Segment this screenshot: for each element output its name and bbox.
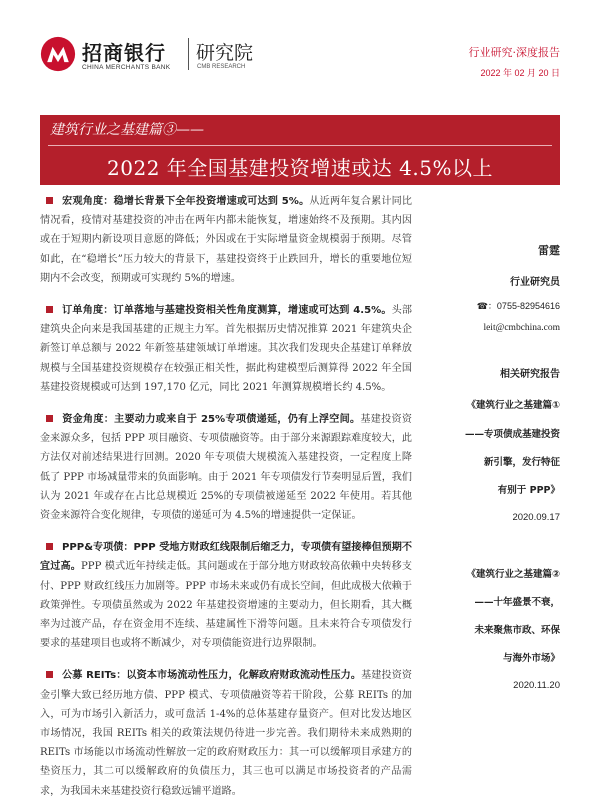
section-heading: 宏观角度：稳增长背景下全年投资增速或可达到 5%。 (62, 196, 310, 207)
bullet-icon (46, 671, 53, 678)
section-funding (40, 410, 412, 525)
report-title: 2022 年全国基建投资增速或达 4.5%以上 (107, 156, 493, 180)
section-heading: PPP&专项债：PPP 受地方财政红线限制后缩乏力，专项债有望接棒但预期不宜过高。 (40, 542, 412, 573)
related-report-line: ——十年盛景不衰， (474, 597, 560, 608)
institute-subtitle: CMB RESEARCH (197, 64, 246, 70)
related-report-line: 新引擎，发行特征 (483, 457, 560, 468)
analyst-phone: ☎：0755-82954616 (476, 301, 560, 311)
related-report-date: 2020.11.20 (513, 680, 560, 691)
section-ppp (40, 538, 412, 653)
title-banner (40, 115, 560, 185)
section-heading: 订单角度：订单落地与基建投资相关性角度测算，增速或可达到 4.5%。 (62, 305, 392, 317)
series-label: 建筑行业之基建篇③—— (50, 122, 204, 138)
section-body: PPP 模式近年持续走低。其问题或在于部分地方财政较高依赖中央转移支付、PPP 财政红线压力加剧等。PPP 市场未来或仍有成长空间，但此成极大依赖于政策弹性。专项债虽然或为 2022 年基建投资增速的主要动力，但长期看，其大概率为过渡产品，存在资金用不连续、基建属性下滑等问题。且未来符合专项债发行要求的基建项目也或将不断减少，对专项债能资进行边界限制。 (40, 561, 412, 650)
section-heading: 资金角度：主要动力或来自于 25%专项债递延，仍有上浮空间。 (62, 414, 361, 426)
report-header (0, 0, 600, 100)
section-paragraph (40, 192, 412, 288)
related-report-line: 有别于 PPP》 (497, 485, 560, 496)
section-body: 基建投资资金来源众多，包括 PPP 项目融资、专项债融资等。由于部分来源跟踪难度较大，此方法仅对前述结果进行回测。2020 年专项债大规模流入基建投资，一定程度上降低了 PPP 市场减量带来的负面影响。由于 2021 年专项债发行节奏明显后置，我们认为 2021 年或存在占比总规模近 25%的专项债被递延至 2022 年使用。若其他资金来源符合变化规律，专项债的递延可为 4.5%的增速提供一定保证。 (40, 414, 412, 522)
related-report-date: 2020.09.17 (512, 512, 560, 523)
section-heading: 公募 REITs：以资本市场流动性压力，化解政府财政流动性压力。 (62, 670, 362, 682)
logo-divider (188, 38, 189, 70)
bullet-icon (46, 197, 53, 204)
section-paragraph (40, 666, 412, 800)
logo-text-en: CHINA MERCHANTS BANK (82, 64, 171, 71)
section-paragraph (40, 538, 412, 653)
section-body: 基建投资资金引擎大致已经历地方债、PPP 模式、专项债融资等若干阶段，公募 REITs 的加入，可为市场引入新活力，或可盘活 1-4%的总体基建存量资产。但对比发达地区市场情况，我国 REITs 相关的政策法规仍待进一步完善。我们期待未来成熟期的 REITs 市场能以市场流动性解放一定的政府财政压力：其一可以缓解项目承建方的垫资压力，其二可以缓解政府的负债压力，其三也可以满足市场投资者的产品需求，为我国未来基建投资行稳致远铺平道路。 (40, 670, 412, 797)
report-type: 行业研究·深度报告 (468, 46, 560, 59)
section-body: 从近两年复合累计同比情况看，疫情对基建投资的冲击在两年内都未能恢复，增速始终不及预期。其内因或在于短期内新设项目意愿的降低；外因或在于实际增量资金规模弱于预期。尽管如此，在“稳增长”压力较大的背景下，基建投资终于止跌回升，增长的重要地位短期内不会改变，预期或可实现约 5%的增速。 (40, 196, 413, 284)
related-report-line: 未来聚焦市政、环保 (474, 625, 560, 636)
section-reits (40, 666, 412, 800)
logo-text-cn: 招商银行 (82, 41, 166, 65)
analyst-role: 行业研究员 (510, 277, 560, 288)
bullet-icon (46, 306, 53, 313)
section-paragraph (40, 301, 412, 397)
cmb-logo-icon (40, 36, 76, 72)
related-report-line: ——专项债成基建投资 (464, 429, 560, 440)
analyst-email[interactable]: leit@cmbchina.com (483, 323, 560, 333)
analyst-name: 雷霆 (538, 244, 560, 257)
section-macro (40, 192, 412, 288)
report-date: 2022 年 02 月 20 日 (480, 68, 560, 78)
related-report-line: 《建筑行业之基建篇② (466, 569, 560, 580)
section-body: 头部建筑央企向来是我国基建的正规主力军。首先根据历史情况推算 2021 年建筑央企新签订单总额与 2022 年新签基建领域订单增速。其次我们发现央企基建订单释放规模与全国基建投资规模存在较强正相关性，据此构建模型后测算得 2022 年全国基建投资规模或可达到 197,170 亿元，同比 2021 年测算规模增长约 4.5%。 (40, 305, 412, 393)
banner-divider (48, 145, 552, 146)
institute-name: 研究院 (196, 42, 254, 64)
related-reports-title: 相关研究报告 (500, 369, 560, 380)
related-report-line: 《建筑行业之基建篇① (466, 400, 560, 411)
section-orders (40, 301, 412, 397)
bullet-icon (46, 415, 53, 422)
main-content (40, 192, 412, 800)
bullet-icon (46, 543, 53, 550)
section-paragraph (40, 410, 412, 525)
related-report-line: 与海外市场》 (502, 653, 560, 664)
